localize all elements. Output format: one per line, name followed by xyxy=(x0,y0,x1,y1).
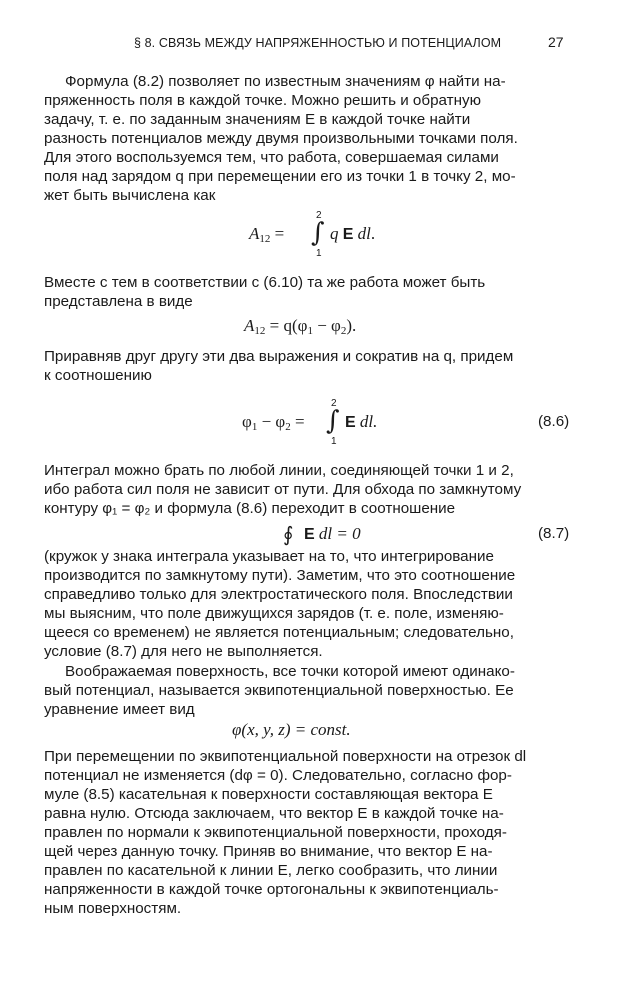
eq1-vector: E xyxy=(342,226,354,243)
book-page: § 8. СВЯЗЬ МЕЖДУ НАПРЯЖЕННОСТЬЮ И ПОТЕНЦИАЛОМ 27 Формула (8.2) позволяет по известным значениям φ найти на- пряженность поля в каждой точке. Можно решить и обратную задачу, т. е. по заданным значениям E в каждой точке найти разность потенциалов между двумя произвольными точками поля. Для этого воспользуемся тем, что работа, совершаемая силами поля над зарядом q при перемещении его из точки 1 в точку 2, мо- жет быть вычислена как $A_{12}$ = 2 ∫ 1 q E dl. Вместе с тем в соответствии с (6.10) та же работа может быть представлена в виде $A_{12} = q(\varphi_1 - \varphi_2)$. Приравняв друг другу эти два выражения и сократив на q, придем к соотношению $\varphi_1 - \varphi_2$ = 2 ∫ 1 E dl. (8.6) Интеграл можно брать по любой линии, соединяющей точки 1 и 2, ибо работа сил поля не зависит от пути. Для обхода по замкнутому контуру φ₁ = φ₂ и формула (8.6) переходит в соотношение ∮ E dl = 0 (8.7) (кружок у знака интеграла указывает на то, что интегрирование производится по замкнутому пути). Заметим, что это соотношение справедливо только для электростатического поля. Впоследствии мы выясним, что поле движущихся зарядов (т. е. поле, изменяю- щееся со временем) не является потенциальным; следовательно, условие (8.7) для него не выполняется. Воображаемая поверхность, все точки которой имеют одинако- вый потенциал, называется эквипотенциальной поверхностью. Ее уравнение имеет вид φ(x, y, z) = const. При перемещении по эквипотенциальной поверхности на отрезок dl потенциал не изменяется (dφ = 0). Следовательно, согласно фор- муле (8.5) касательная к поверхности составляющая вектора E равна нулю. Отсюда заключаем, что вектор E в каждой точке на- правлен по нормали к эквипотенциальной поверхности, проходя- щей через данную точку. Приняв во внимание, что вектор E на- правлен по касательной к линии E, легко сообразить, что линии напряженности в каждой точке ортогональны к эквипотенциаль- ным поверхностям. xyxy=(0,0,638,1000)
text-line: Формула (8.2) позволяет по известным значениям φ найти на- xyxy=(65,73,506,90)
text-line: к соотношению xyxy=(44,367,152,384)
text-line: контуру φ₁ = φ₂ и формула (8.6) переходит в соотношение xyxy=(44,500,456,517)
paragraph-2 xyxy=(44,273,588,311)
eq3-upper-limit: 2 xyxy=(331,398,337,409)
text-line: потенциал не изменяется (dφ = 0). Следовательно, согласно фор- xyxy=(44,767,512,784)
text-line: равна нулю. Отсюда заключаем, что вектор E в каждой точке на- xyxy=(44,805,504,822)
paragraph-6 xyxy=(44,662,588,719)
text-line: Вместе с тем в соответствии с (6.10) та же работа может быть xyxy=(44,274,486,291)
text-line: щей через данную точку. Приняв во внимание, что вектор E на- xyxy=(44,843,493,860)
text-line: производится по замкнутому пути). Заметим, что это соотношение xyxy=(44,567,516,584)
equation-number: (8.6) xyxy=(538,413,570,430)
equation-number: (8.7) xyxy=(538,525,570,542)
text-line: муле (8.5) касательная к поверхности составляющая вектора E xyxy=(44,786,493,803)
integral-sign: ∫ xyxy=(326,406,340,436)
text-line: Интеграл можно брать по любой линии, соединяющей точки 1 и 2, xyxy=(44,462,514,479)
paragraph-4 xyxy=(44,461,588,518)
text-line: Приравняв друг другу эти два выражения и сократив на q, придем xyxy=(44,348,514,365)
text-line: Воображаемая поверхность, все точки которой имеют одинако- xyxy=(65,663,515,680)
text-line: напряженности в каждой точке ортогональны к эквипотенциаль- xyxy=(44,881,499,898)
text-line: (кружок у знака интеграла указывает на то, что интегрирование xyxy=(44,548,494,565)
text-line: При перемещении по эквипотенциальной поверхности на отрезок dl xyxy=(44,748,527,765)
page-number: 27 xyxy=(548,34,564,50)
eq1-upper-limit: 2 xyxy=(316,210,322,221)
eq1-lhs-sub: 12 xyxy=(259,233,271,245)
text-line: представлена в виде xyxy=(44,293,193,310)
paragraph-3 xyxy=(44,347,588,385)
eq1-diff: dl xyxy=(357,224,371,243)
text-line: ным поверхностям. xyxy=(44,900,182,917)
text-line: условие (8.7) для него не выполняется. xyxy=(44,643,323,660)
contour-integral-sign: ∮ xyxy=(283,524,294,546)
text-line: уравнение имеет вид xyxy=(44,701,195,718)
text-line: ибо работа сил поля не зависит от пути. Для обхода по замкнутому xyxy=(44,481,522,498)
integral-sign: ∫ xyxy=(311,218,325,248)
text-line: пряженность поля в каждой точке. Можно решить и обратную xyxy=(44,92,481,109)
eq1-lower-limit: 1 xyxy=(316,248,322,259)
equation-work-potential: $A_{12} = q(\varphi_1 - \varphi_2)$. xyxy=(244,316,357,337)
text-line: разность потенциалов между двумя произвольными точками поля. xyxy=(44,130,518,147)
text-line: правлен по касательной к линии E, легко сообразить, что линии xyxy=(44,862,498,879)
eq3-lower-limit: 1 xyxy=(331,436,337,447)
text-line: щееся со временем) не является потенциальным; следовательно, xyxy=(44,624,514,641)
running-title: § 8. СВЯЗЬ МЕЖДУ НАПРЯЖЕННОСТЬЮ И ПОТЕНЦИАЛОМ xyxy=(134,36,502,50)
text-line: поля над зарядом q при перемещении его из точки 1 в точку 2, мо- xyxy=(44,168,516,185)
paragraph-1 xyxy=(44,72,588,205)
text-line: Для этого воспользуемся тем, что работа, совершаемая силами xyxy=(44,149,499,166)
text-line: правлен по нормали к эквипотенциальной поверхности, проходя- xyxy=(44,824,507,841)
text-line: задачу, т. е. по заданным значениям E в каждой точке найти xyxy=(44,111,471,128)
text-line: мы выясним, что поле движущихся зарядов (т. е. поле, изменяю- xyxy=(44,605,504,622)
eq1-lhs: A xyxy=(249,224,260,243)
paragraph-7 xyxy=(44,747,588,918)
paragraph-5 xyxy=(44,547,588,661)
eq1-end: . xyxy=(370,224,376,243)
text-line: жет быть вычислена как xyxy=(44,187,216,204)
eq1-integrand: q xyxy=(330,224,339,243)
equation-equipotential: φ(x, y, z) = const. xyxy=(232,720,351,739)
text-line: справедливо только для электростатического поля. Впоследствии xyxy=(44,586,513,603)
text-line: вый потенциал, называется эквипотенциальной поверхностью. Ее xyxy=(44,682,514,699)
